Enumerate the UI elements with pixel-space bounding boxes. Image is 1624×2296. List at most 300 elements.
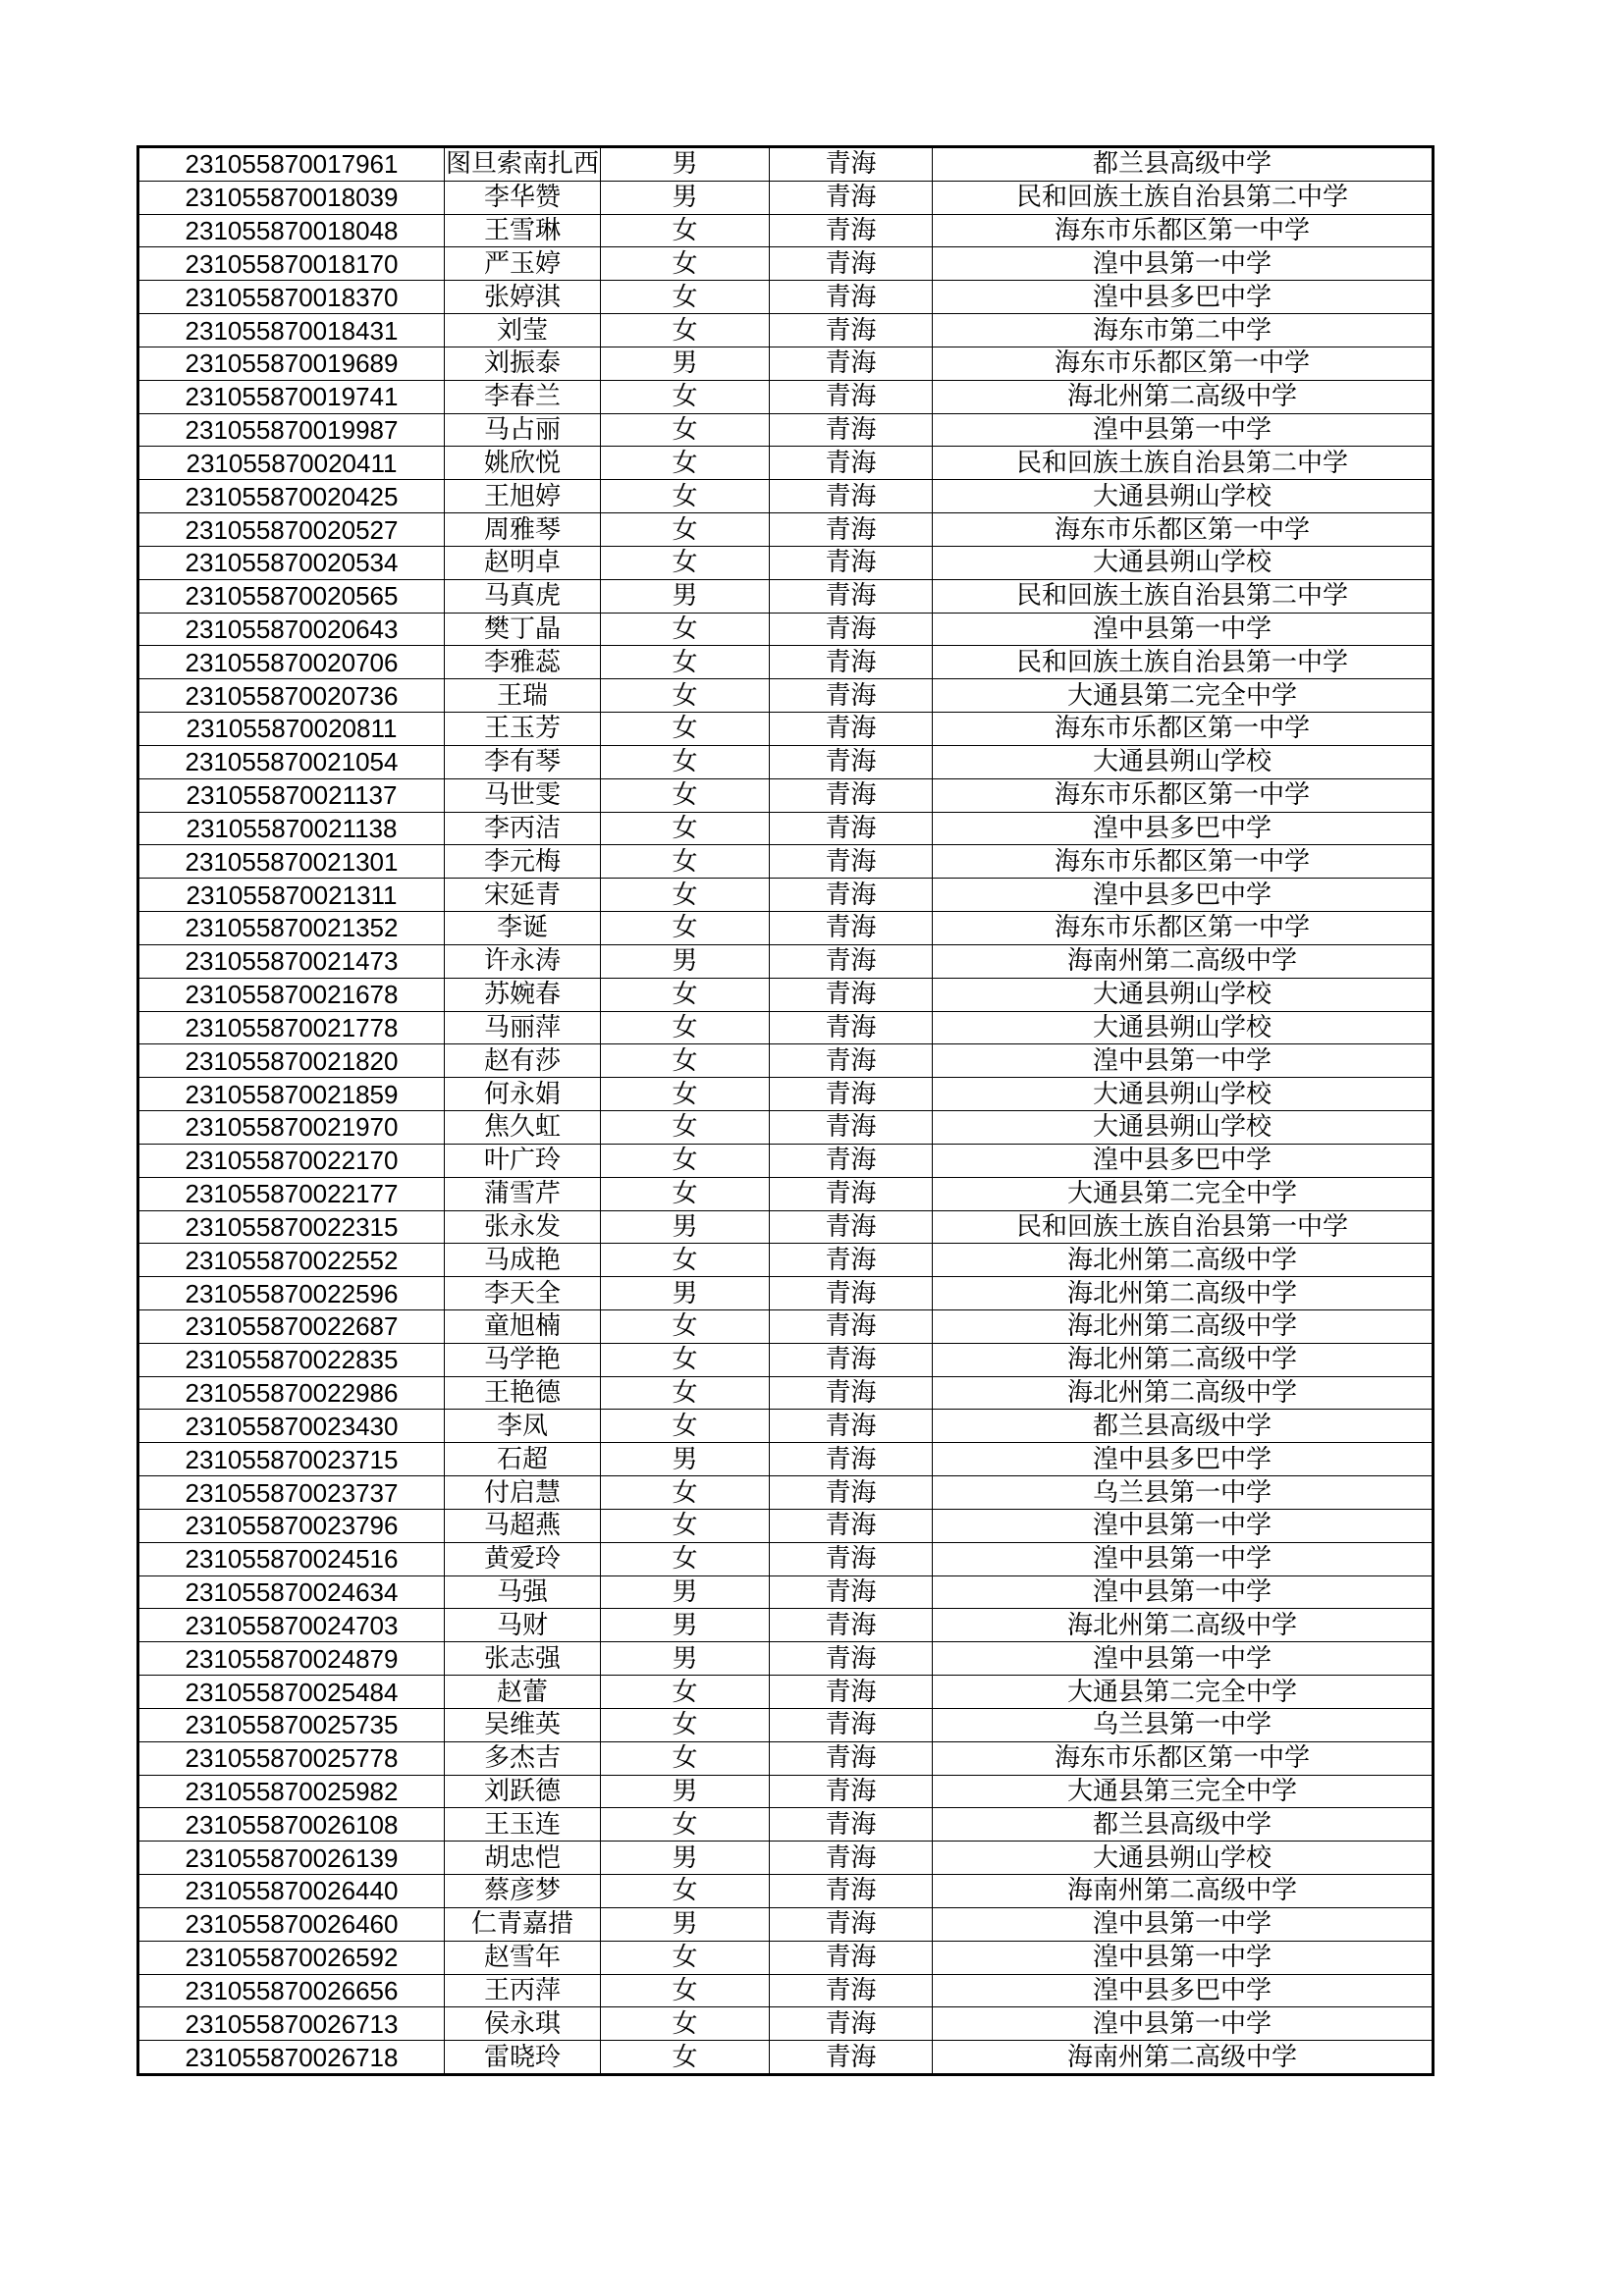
cell-name: 马占丽	[445, 413, 601, 447]
cell-name: 胡忠恺	[445, 1842, 601, 1875]
cell-gender: 女	[601, 912, 770, 945]
cell-province: 青海	[770, 181, 933, 214]
cell-school: 大通县第三完全中学	[933, 1775, 1434, 1808]
table-row	[138, 2041, 1434, 2075]
cell-exam-id: 231055870019689	[138, 347, 445, 380]
cell-name: 李丙洁	[445, 812, 601, 845]
cell-province: 青海	[770, 1741, 933, 1775]
cell-province: 青海	[770, 579, 933, 613]
cell-province: 青海	[770, 513, 933, 547]
cell-name: 王丙萍	[445, 1974, 601, 2007]
cell-gender: 女	[601, 1078, 770, 1111]
cell-province: 青海	[770, 1443, 933, 1476]
table-row	[138, 1144, 1434, 1177]
cell-name: 童旭楠	[445, 1309, 601, 1343]
cell-exam-id: 231055870022552	[138, 1244, 445, 1277]
cell-exam-id: 231055870020643	[138, 613, 445, 646]
cell-school: 海东市乐都区第一中学	[933, 513, 1434, 547]
cell-province: 青海	[770, 1011, 933, 1044]
cell-gender: 女	[601, 513, 770, 547]
cell-name: 马丽萍	[445, 1011, 601, 1044]
cell-school: 海东市乐都区第一中学	[933, 713, 1434, 746]
cell-province: 青海	[770, 1144, 933, 1177]
cell-exam-id: 231055870022687	[138, 1309, 445, 1343]
cell-gender: 女	[601, 1974, 770, 2007]
table-row	[138, 1277, 1434, 1310]
cell-exam-id: 231055870024516	[138, 1542, 445, 1575]
cell-exam-id: 231055870026592	[138, 1941, 445, 1974]
cell-province: 青海	[770, 1244, 933, 1277]
table-row	[138, 912, 1434, 945]
cell-name: 马超燕	[445, 1509, 601, 1542]
cell-exam-id: 231055870022170	[138, 1144, 445, 1177]
cell-province: 青海	[770, 845, 933, 879]
cell-school: 都兰县高级中学	[933, 1410, 1434, 1443]
cell-name: 赵雪年	[445, 1941, 601, 1974]
cell-school: 民和回族土族自治县第二中学	[933, 181, 1434, 214]
cell-province: 青海	[770, 1575, 933, 1609]
cell-gender: 女	[601, 845, 770, 879]
cell-gender: 女	[601, 1111, 770, 1145]
table-row	[138, 1410, 1434, 1443]
cell-province: 青海	[770, 1210, 933, 1244]
cell-name: 马学艳	[445, 1343, 601, 1376]
cell-name: 石超	[445, 1443, 601, 1476]
table-row	[138, 447, 1434, 480]
table-row	[138, 745, 1434, 778]
cell-name: 王艳德	[445, 1376, 601, 1410]
cell-gender: 女	[601, 679, 770, 713]
cell-school: 湟中县多巴中学	[933, 879, 1434, 912]
cell-school: 大通县朔山学校	[933, 978, 1434, 1011]
cell-gender: 女	[601, 1376, 770, 1410]
cell-province: 青海	[770, 546, 933, 579]
cell-gender: 女	[601, 1244, 770, 1277]
cell-gender: 女	[601, 1941, 770, 1974]
cell-name: 王玉芳	[445, 713, 601, 746]
cell-name: 张志强	[445, 1642, 601, 1676]
cell-province: 青海	[770, 812, 933, 845]
cell-exam-id: 231055870021138	[138, 812, 445, 845]
cell-school: 海北州第二高级中学	[933, 1343, 1434, 1376]
cell-province: 青海	[770, 1676, 933, 1709]
cell-gender: 女	[601, 1144, 770, 1177]
cell-exam-id: 231055870021678	[138, 978, 445, 1011]
table-row	[138, 1609, 1434, 1642]
cell-province: 青海	[770, 1642, 933, 1676]
cell-school: 大通县第二完全中学	[933, 679, 1434, 713]
table-row	[138, 879, 1434, 912]
cell-exam-id: 231055870020736	[138, 679, 445, 713]
table-row	[138, 1476, 1434, 1510]
cell-province: 青海	[770, 1974, 933, 2007]
cell-exam-id: 231055870026656	[138, 1974, 445, 2007]
table-row	[138, 546, 1434, 579]
cell-gender: 女	[601, 1343, 770, 1376]
cell-name: 马强	[445, 1575, 601, 1609]
cell-exam-id: 231055870021859	[138, 1078, 445, 1111]
cell-exam-id: 231055870022177	[138, 1177, 445, 1210]
cell-exam-id: 231055870025735	[138, 1708, 445, 1741]
cell-exam-id: 231055870020411	[138, 447, 445, 480]
cell-province: 青海	[770, 1078, 933, 1111]
cell-school: 湟中县多巴中学	[933, 1144, 1434, 1177]
cell-name: 付启慧	[445, 1476, 601, 1510]
table-row	[138, 281, 1434, 314]
cell-province: 青海	[770, 1842, 933, 1875]
cell-name: 雷晓玲	[445, 2041, 601, 2075]
cell-name: 张永发	[445, 1210, 601, 1244]
table-row	[138, 247, 1434, 281]
cell-school: 大通县朔山学校	[933, 1842, 1434, 1875]
cell-province: 青海	[770, 380, 933, 413]
cell-province: 青海	[770, 1177, 933, 1210]
cell-gender: 女	[601, 1542, 770, 1575]
cell-gender: 男	[601, 1609, 770, 1642]
cell-gender: 男	[601, 347, 770, 380]
cell-exam-id: 231055870023715	[138, 1443, 445, 1476]
cell-province: 青海	[770, 247, 933, 281]
cell-exam-id: 231055870018370	[138, 281, 445, 314]
cell-exam-id: 231055870021820	[138, 1044, 445, 1078]
cell-school: 大通县第二完全中学	[933, 1676, 1434, 1709]
cell-gender: 男	[601, 181, 770, 214]
cell-province: 青海	[770, 613, 933, 646]
cell-name: 蔡彦梦	[445, 1875, 601, 1908]
cell-province: 青海	[770, 646, 933, 679]
student-table	[136, 145, 1435, 2076]
table-row	[138, 845, 1434, 879]
cell-gender: 女	[601, 1476, 770, 1510]
cell-exam-id: 231055870026718	[138, 2041, 445, 2075]
table-row	[138, 380, 1434, 413]
cell-name: 叶广玲	[445, 1144, 601, 1177]
cell-school: 民和回族土族自治县第二中学	[933, 579, 1434, 613]
cell-province: 青海	[770, 1941, 933, 1974]
cell-exam-id: 231055870018431	[138, 314, 445, 347]
cell-province: 青海	[770, 679, 933, 713]
cell-school: 湟中县第一中学	[933, 1642, 1434, 1676]
cell-school: 湟中县第一中学	[933, 1575, 1434, 1609]
cell-school: 大通县朔山学校	[933, 480, 1434, 513]
table-row	[138, 579, 1434, 613]
table-row	[138, 347, 1434, 380]
cell-name: 黄爱玲	[445, 1542, 601, 1575]
cell-gender: 女	[601, 2041, 770, 2075]
cell-school: 都兰县高级中学	[933, 147, 1434, 182]
cell-school: 海北州第二高级中学	[933, 1244, 1434, 1277]
cell-exam-id: 231055870021778	[138, 1011, 445, 1044]
cell-province: 青海	[770, 1343, 933, 1376]
table-row	[138, 181, 1434, 214]
cell-exam-id: 231055870021311	[138, 879, 445, 912]
cell-school: 海东市乐都区第一中学	[933, 1741, 1434, 1775]
cell-exam-id: 231055870020811	[138, 713, 445, 746]
cell-gender: 女	[601, 978, 770, 1011]
cell-gender: 女	[601, 778, 770, 812]
table-row	[138, 1376, 1434, 1410]
cell-gender: 女	[601, 1410, 770, 1443]
table-row	[138, 214, 1434, 247]
cell-exam-id: 231055870021137	[138, 778, 445, 812]
cell-name: 赵有莎	[445, 1044, 601, 1078]
cell-gender: 女	[601, 1741, 770, 1775]
cell-exam-id: 231055870022986	[138, 1376, 445, 1410]
cell-school: 湟中县多巴中学	[933, 1974, 1434, 2007]
cell-school: 湟中县第一中学	[933, 1044, 1434, 1078]
cell-exam-id: 231055870021352	[138, 912, 445, 945]
cell-school: 湟中县第一中学	[933, 613, 1434, 646]
cell-gender: 女	[601, 413, 770, 447]
cell-school: 海东市乐都区第一中学	[933, 214, 1434, 247]
table-row	[138, 713, 1434, 746]
cell-exam-id: 231055870019987	[138, 413, 445, 447]
cell-gender: 女	[601, 314, 770, 347]
cell-province: 青海	[770, 1808, 933, 1842]
cell-gender: 女	[601, 214, 770, 247]
cell-province: 青海	[770, 1875, 933, 1908]
cell-gender: 女	[601, 380, 770, 413]
cell-gender: 女	[601, 1875, 770, 1908]
cell-gender: 女	[601, 745, 770, 778]
cell-exam-id: 231055870020425	[138, 480, 445, 513]
cell-exam-id: 231055870018048	[138, 214, 445, 247]
cell-school: 海北州第二高级中学	[933, 1609, 1434, 1642]
cell-gender: 女	[601, 281, 770, 314]
cell-exam-id: 231055870017961	[138, 147, 445, 182]
cell-exam-id: 231055870026713	[138, 2007, 445, 2041]
table-row	[138, 1775, 1434, 1808]
cell-gender: 女	[601, 480, 770, 513]
table-row	[138, 1210, 1434, 1244]
cell-school: 海南州第二高级中学	[933, 944, 1434, 978]
cell-gender: 女	[601, 1044, 770, 1078]
cell-name: 图旦索南扎西	[445, 147, 601, 182]
cell-name: 许永涛	[445, 944, 601, 978]
cell-school: 海北州第二高级中学	[933, 380, 1434, 413]
cell-school: 大通县朔山学校	[933, 1011, 1434, 1044]
cell-school: 海东市乐都区第一中学	[933, 778, 1434, 812]
cell-school: 大通县第二完全中学	[933, 1177, 1434, 1210]
cell-gender: 男	[601, 1842, 770, 1875]
table-row	[138, 480, 1434, 513]
cell-name: 苏婉春	[445, 978, 601, 1011]
cell-school: 湟中县第一中学	[933, 1941, 1434, 1974]
table-row	[138, 978, 1434, 1011]
cell-school: 民和回族土族自治县第二中学	[933, 447, 1434, 480]
cell-exam-id: 231055870018039	[138, 181, 445, 214]
cell-school: 民和回族土族自治县第一中学	[933, 1210, 1434, 1244]
cell-name: 马财	[445, 1609, 601, 1642]
cell-name: 刘跃德	[445, 1775, 601, 1808]
cell-exam-id: 231055870024703	[138, 1609, 445, 1642]
cell-province: 青海	[770, 1775, 933, 1808]
cell-name: 王玉连	[445, 1808, 601, 1842]
cell-school: 湟中县第一中学	[933, 1542, 1434, 1575]
cell-exam-id: 231055870024879	[138, 1642, 445, 1676]
cell-school: 民和回族土族自治县第一中学	[933, 646, 1434, 679]
cell-exam-id: 231055870022596	[138, 1277, 445, 1310]
table-row	[138, 1676, 1434, 1709]
cell-name: 樊丁晶	[445, 613, 601, 646]
cell-gender: 女	[601, 1177, 770, 1210]
cell-school: 大通县朔山学校	[933, 1078, 1434, 1111]
cell-school: 大通县朔山学校	[933, 546, 1434, 579]
cell-school: 大通县朔山学校	[933, 1111, 1434, 1145]
table-row	[138, 1642, 1434, 1676]
cell-gender: 女	[601, 1808, 770, 1842]
cell-name: 侯永琪	[445, 2007, 601, 2041]
cell-gender: 男	[601, 1775, 770, 1808]
table-row	[138, 1842, 1434, 1875]
cell-school: 大通县朔山学校	[933, 745, 1434, 778]
cell-exam-id: 231055870026108	[138, 1808, 445, 1842]
cell-school: 湟中县第一中学	[933, 1907, 1434, 1941]
cell-gender: 男	[601, 1443, 770, 1476]
cell-name: 刘莹	[445, 314, 601, 347]
table-row	[138, 1542, 1434, 1575]
cell-name: 张婷淇	[445, 281, 601, 314]
cell-province: 青海	[770, 2041, 933, 2075]
cell-province: 青海	[770, 1410, 933, 1443]
cell-name: 焦久虹	[445, 1111, 601, 1145]
cell-province: 青海	[770, 879, 933, 912]
cell-school: 海南州第二高级中学	[933, 1875, 1434, 1908]
cell-gender: 男	[601, 1642, 770, 1676]
cell-school: 湟中县第一中学	[933, 413, 1434, 447]
cell-school: 海南州第二高级中学	[933, 2041, 1434, 2075]
cell-province: 青海	[770, 1609, 933, 1642]
cell-exam-id: 231055870022835	[138, 1343, 445, 1376]
cell-gender: 女	[601, 1708, 770, 1741]
table-row	[138, 2007, 1434, 2041]
cell-exam-id: 231055870020565	[138, 579, 445, 613]
cell-exam-id: 231055870021473	[138, 944, 445, 978]
cell-province: 青海	[770, 1111, 933, 1145]
cell-name: 宋延青	[445, 879, 601, 912]
cell-gender: 男	[601, 1907, 770, 1941]
cell-gender: 男	[601, 1277, 770, 1310]
cell-school: 海东市乐都区第一中学	[933, 912, 1434, 945]
table-row	[138, 679, 1434, 713]
cell-province: 青海	[770, 214, 933, 247]
cell-school: 海东市乐都区第一中学	[933, 347, 1434, 380]
cell-gender: 女	[601, 247, 770, 281]
cell-gender: 女	[601, 812, 770, 845]
cell-gender: 男	[601, 579, 770, 613]
cell-gender: 女	[601, 2007, 770, 2041]
table-row	[138, 413, 1434, 447]
table-body	[138, 147, 1434, 2075]
cell-school: 湟中县第一中学	[933, 2007, 1434, 2041]
cell-gender: 女	[601, 1011, 770, 1044]
cell-exam-id: 231055870025484	[138, 1676, 445, 1709]
cell-province: 青海	[770, 1476, 933, 1510]
cell-name: 马成艳	[445, 1244, 601, 1277]
cell-school: 海北州第二高级中学	[933, 1277, 1434, 1310]
cell-exam-id: 231055870021054	[138, 745, 445, 778]
cell-province: 青海	[770, 1309, 933, 1343]
cell-exam-id: 231055870021970	[138, 1111, 445, 1145]
cell-exam-id: 231055870022315	[138, 1210, 445, 1244]
cell-name: 李诞	[445, 912, 601, 945]
cell-school: 海东市乐都区第一中学	[933, 845, 1434, 879]
cell-gender: 女	[601, 646, 770, 679]
table-row	[138, 1741, 1434, 1775]
table-row	[138, 1177, 1434, 1210]
cell-name: 严玉婷	[445, 247, 601, 281]
table-row	[138, 1309, 1434, 1343]
cell-province: 青海	[770, 778, 933, 812]
cell-exam-id: 231055870024634	[138, 1575, 445, 1609]
cell-exam-id: 231055870021301	[138, 845, 445, 879]
cell-name: 周雅琴	[445, 513, 601, 547]
cell-name: 李凤	[445, 1410, 601, 1443]
cell-school: 湟中县多巴中学	[933, 812, 1434, 845]
cell-school: 湟中县多巴中学	[933, 1443, 1434, 1476]
cell-gender: 女	[601, 1309, 770, 1343]
cell-province: 青海	[770, 413, 933, 447]
cell-name: 多杰吉	[445, 1741, 601, 1775]
cell-province: 青海	[770, 1044, 933, 1078]
cell-name: 何永娟	[445, 1078, 601, 1111]
table-row	[138, 1708, 1434, 1741]
cell-exam-id: 231055870020706	[138, 646, 445, 679]
cell-exam-id: 231055870026139	[138, 1842, 445, 1875]
table-row	[138, 314, 1434, 347]
cell-school: 都兰县高级中学	[933, 1808, 1434, 1842]
cell-school: 海北州第二高级中学	[933, 1309, 1434, 1343]
table-row	[138, 1078, 1434, 1111]
cell-name: 李华赞	[445, 181, 601, 214]
table-row	[138, 1509, 1434, 1542]
cell-gender: 女	[601, 713, 770, 746]
cell-school: 海北州第二高级中学	[933, 1376, 1434, 1410]
cell-name: 李雅蕊	[445, 646, 601, 679]
cell-name: 蒲雪芹	[445, 1177, 601, 1210]
cell-province: 青海	[770, 1376, 933, 1410]
cell-exam-id: 231055870026460	[138, 1907, 445, 1941]
table-row	[138, 1111, 1434, 1145]
cell-gender: 女	[601, 1509, 770, 1542]
cell-name: 赵明卓	[445, 546, 601, 579]
cell-gender: 女	[601, 879, 770, 912]
table-row	[138, 1907, 1434, 1941]
table-row	[138, 613, 1434, 646]
table-row	[138, 944, 1434, 978]
cell-gender: 男	[601, 1210, 770, 1244]
cell-exam-id: 231055870023737	[138, 1476, 445, 1510]
cell-name: 吴维英	[445, 1708, 601, 1741]
table-row	[138, 646, 1434, 679]
cell-name: 王雪琳	[445, 214, 601, 247]
cell-school: 湟中县第一中学	[933, 1509, 1434, 1542]
table-row	[138, 147, 1434, 182]
table-row	[138, 1941, 1434, 1974]
cell-province: 青海	[770, 944, 933, 978]
cell-name: 李天全	[445, 1277, 601, 1310]
cell-name: 李元梅	[445, 845, 601, 879]
table-row	[138, 812, 1434, 845]
cell-exam-id: 231055870025778	[138, 1741, 445, 1775]
cell-province: 青海	[770, 281, 933, 314]
cell-exam-id: 231055870020534	[138, 546, 445, 579]
cell-name: 姚欣悦	[445, 447, 601, 480]
cell-exam-id: 231055870023430	[138, 1410, 445, 1443]
table-row	[138, 778, 1434, 812]
table-row	[138, 1044, 1434, 1078]
table-row	[138, 1443, 1434, 1476]
